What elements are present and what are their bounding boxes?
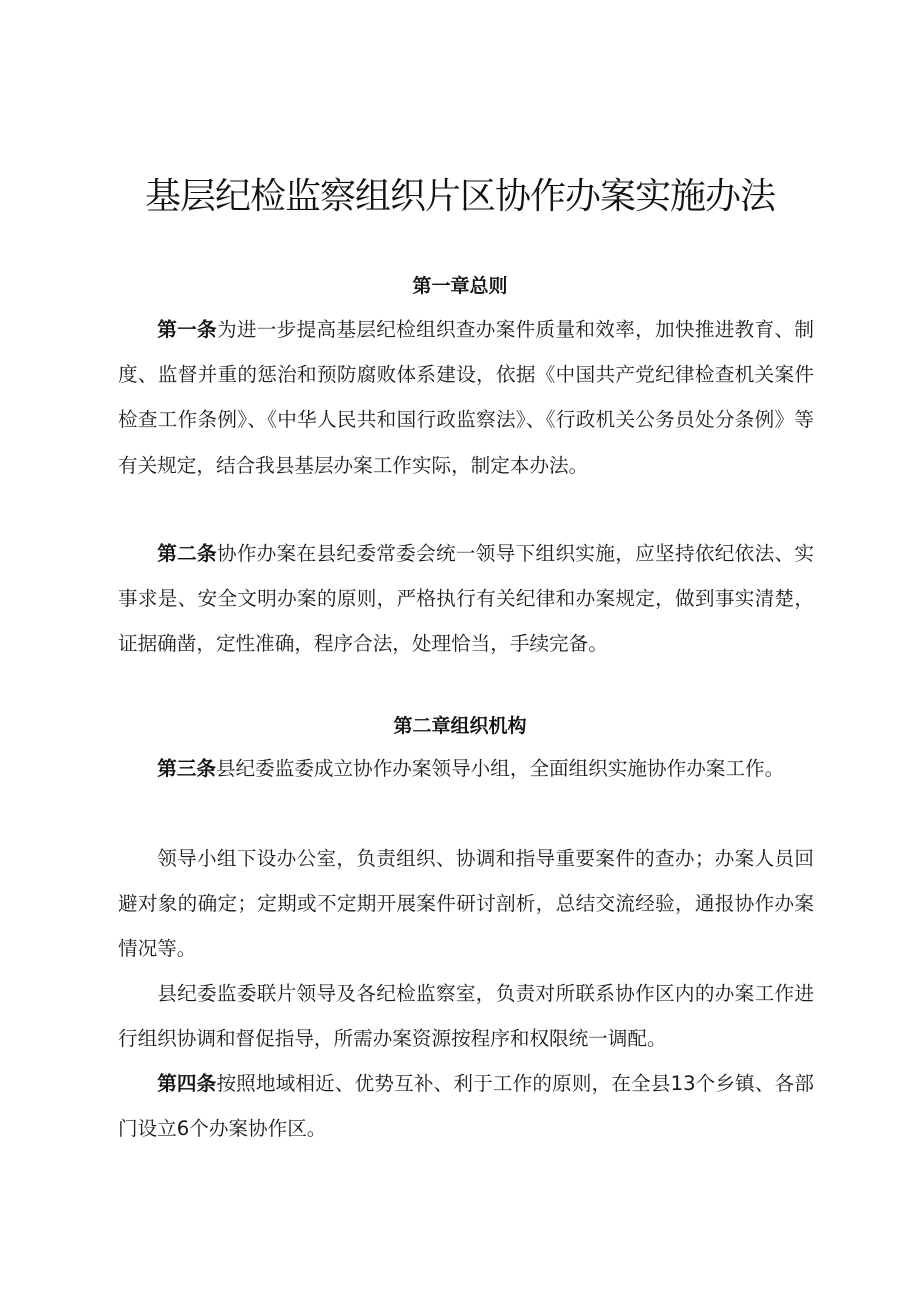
chapter-heading-1: 第一章总则 — [412, 275, 508, 297]
paragraph-liaison — [118, 971, 814, 1061]
article-lead: 第三条 — [157, 757, 216, 780]
paragraph-text: 县纪委监委联片领导及各纪检监察室，负责对所联系协作区内的办案工作进行组织协调和督促指导，所需办案资源按程序和权限统一调配。 — [118, 982, 814, 1051]
paragraph-leading-group — [118, 836, 814, 972]
article-4 — [118, 1061, 814, 1151]
article-lead: 第二条 — [157, 542, 217, 565]
document-title: 基层纪检监察组织片区协作办案实施办法 — [144, 176, 775, 217]
article-text: 按照地域相近、优势互补、利于工作的原则，在全县13个乡镇、各部门设立6个办案协作区。 — [118, 1072, 815, 1141]
article-text: 协作办案在县纪委常委会统一领导下组织实施，应坚持依纪依法、实事求是、安全文明办案的原则，严格执行有关纪律和办案规定，做到事实清楚，证据确凿，定性准确，程序合法，处理恰当，手续完备。 — [118, 542, 815, 656]
article-lead: 第一条 — [157, 318, 217, 341]
chapter-heading-2: 第二章组织机构 — [393, 715, 527, 737]
article-text: 为进一步提高基层纪检组织查办案件质量和效率，加快推进教育、制度、监督并重的惩治和预防腐败体系建设，依据《中国共产党纪律检查机关案件检查工作条例》、《中华人民共和国行政监察法》、《行政机关公务员处分条例》等有关规定，结合我县基层办案工作实际，制定本办法。 — [118, 318, 815, 477]
article-1 — [118, 307, 814, 488]
article-2 — [118, 531, 814, 667]
paragraph-text: 领导小组下设办公室，负责组织、协调和指导重要案件的查办；办案人员回避对象的确定；定期或不定期开展案件研讨剖析，总结交流经验，通报协作办案情况等。 — [118, 847, 814, 961]
article-lead: 第四条 — [157, 1072, 217, 1095]
article-text: 县纪委监委成立协作办案领导小组，全面组织实施协作办案工作。 — [215, 757, 785, 780]
article-3 — [118, 746, 814, 791]
